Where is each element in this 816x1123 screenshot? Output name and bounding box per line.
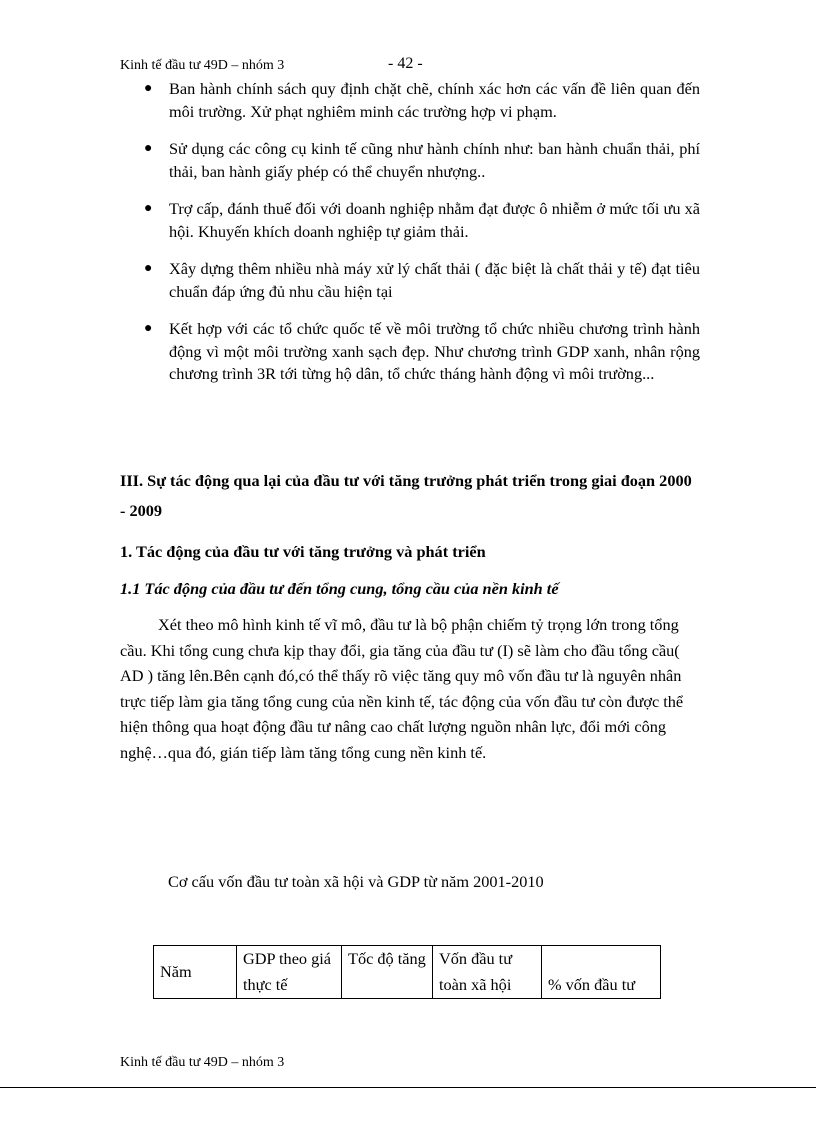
header-cell-gdp: GDP theo giá thực tế: [237, 946, 342, 999]
list-item: [140, 258, 700, 303]
bullet-text: Ban hành chính sách quy định chặt chẽ, chính xác hơn các vấn đề liên quan đến môi trường. Xử phạt nghiêm minh các trường hợp vi phạm.: [169, 79, 700, 121]
bullet-text: Trợ cấp, đánh thuế đối với doanh nghiệp nhằm đạt được ô nhiễm ở mức tối ưu xã hội. Khuyến khích doanh nghiệp tự giảm thải.: [169, 199, 700, 241]
list-item: [140, 198, 700, 243]
bullet-text: Xây dựng thêm nhiều nhà máy xử lý chất thải ( đặc biệt là chất thải y tế) đạt tiêu chuẩn đáp ứng đủ nhu cầu hiện tại: [169, 259, 700, 301]
header-cell-investment: Vốn đầu tư toàn xã hội: [433, 946, 542, 999]
footer-title: Kinh tế đầu tư 49D – nhóm 3: [120, 1055, 285, 1070]
bullet-icon: ●: [144, 81, 153, 96]
list-item: [140, 138, 700, 183]
bullet-icon: ●: [144, 261, 153, 276]
bullet-text: Sử dụng các công cụ kinh tế cũng như hành chính như: ban hành chuẩn thải, phí thải, ban hành giấy phép có thể chuyển nhượng..: [169, 139, 700, 181]
body-paragraph: Xét theo mô hình kinh tế vĩ mô, đầu tư là bộ phận chiếm tỷ trọng lớn trong tổng cầu. Khi tổng cung chưa kịp thay đổi, gia tăng của đầu tư (I) sẽ làm cho đầu tổng cầu( AD ) tăng lên.Bên cạnh đó,có thể thấy rõ việc tăng quy mô vốn đầu tư là nguyên nhân trực tiếp làm gia tăng tổng cung của nền kinh tế, tác động của vốn đầu tư còn được thể hiện thông qua hoạt động đầu tư nâng cao chất lượng nguồn nhân lực, đổi mới công nghệ…qua đó, gián tiếp làm tăng tổng cung nền kinh tế.: [120, 615, 684, 762]
subheading: 1. Tác động của đầu tư với tăng trưởng và phát triển: [120, 542, 486, 561]
table-header-row: [154, 946, 661, 999]
bullet-icon: ●: [144, 201, 153, 216]
subheading-italic: 1.1 Tác động của đầu tư đến tổng cung, tổng cầu của nền kinh tế: [120, 579, 559, 598]
bullet-icon: ●: [144, 321, 153, 336]
header-cell-percent: % vốn đầu tư: [542, 946, 661, 999]
bullet-icon: ●: [144, 141, 153, 156]
header-cell-growth: Tốc độ tăng: [342, 946, 433, 999]
page-number: - 42 -: [388, 55, 423, 72]
header-cell-year: Năm: [154, 946, 237, 999]
bullet-text: Kết hợp với các tổ chức quốc tế về môi trường tổ chức nhiều chương trình hành động vì một môi trường xanh sạch đẹp. Như chương trình GDP xanh, nhân rộng chương trình 3R tới từng hộ dân, tổ chức tháng hành động vì môi trường...: [169, 319, 700, 383]
data-table: [153, 945, 661, 999]
list-item: [140, 78, 700, 123]
header-title: Kinh tế đầu tư 49D – nhóm 3: [120, 58, 285, 73]
footer-divider: [0, 1087, 816, 1088]
list-item: [140, 318, 700, 386]
bullet-list: [140, 78, 700, 386]
section-heading: III. Sự tác động qua lại của đầu tư với tăng trưởng phát triển trong giai đoạn 2000 - 2009: [120, 471, 692, 520]
table-caption: Cơ cấu vốn đầu tư toàn xã hội và GDP từ năm 2001-2010: [168, 872, 544, 891]
